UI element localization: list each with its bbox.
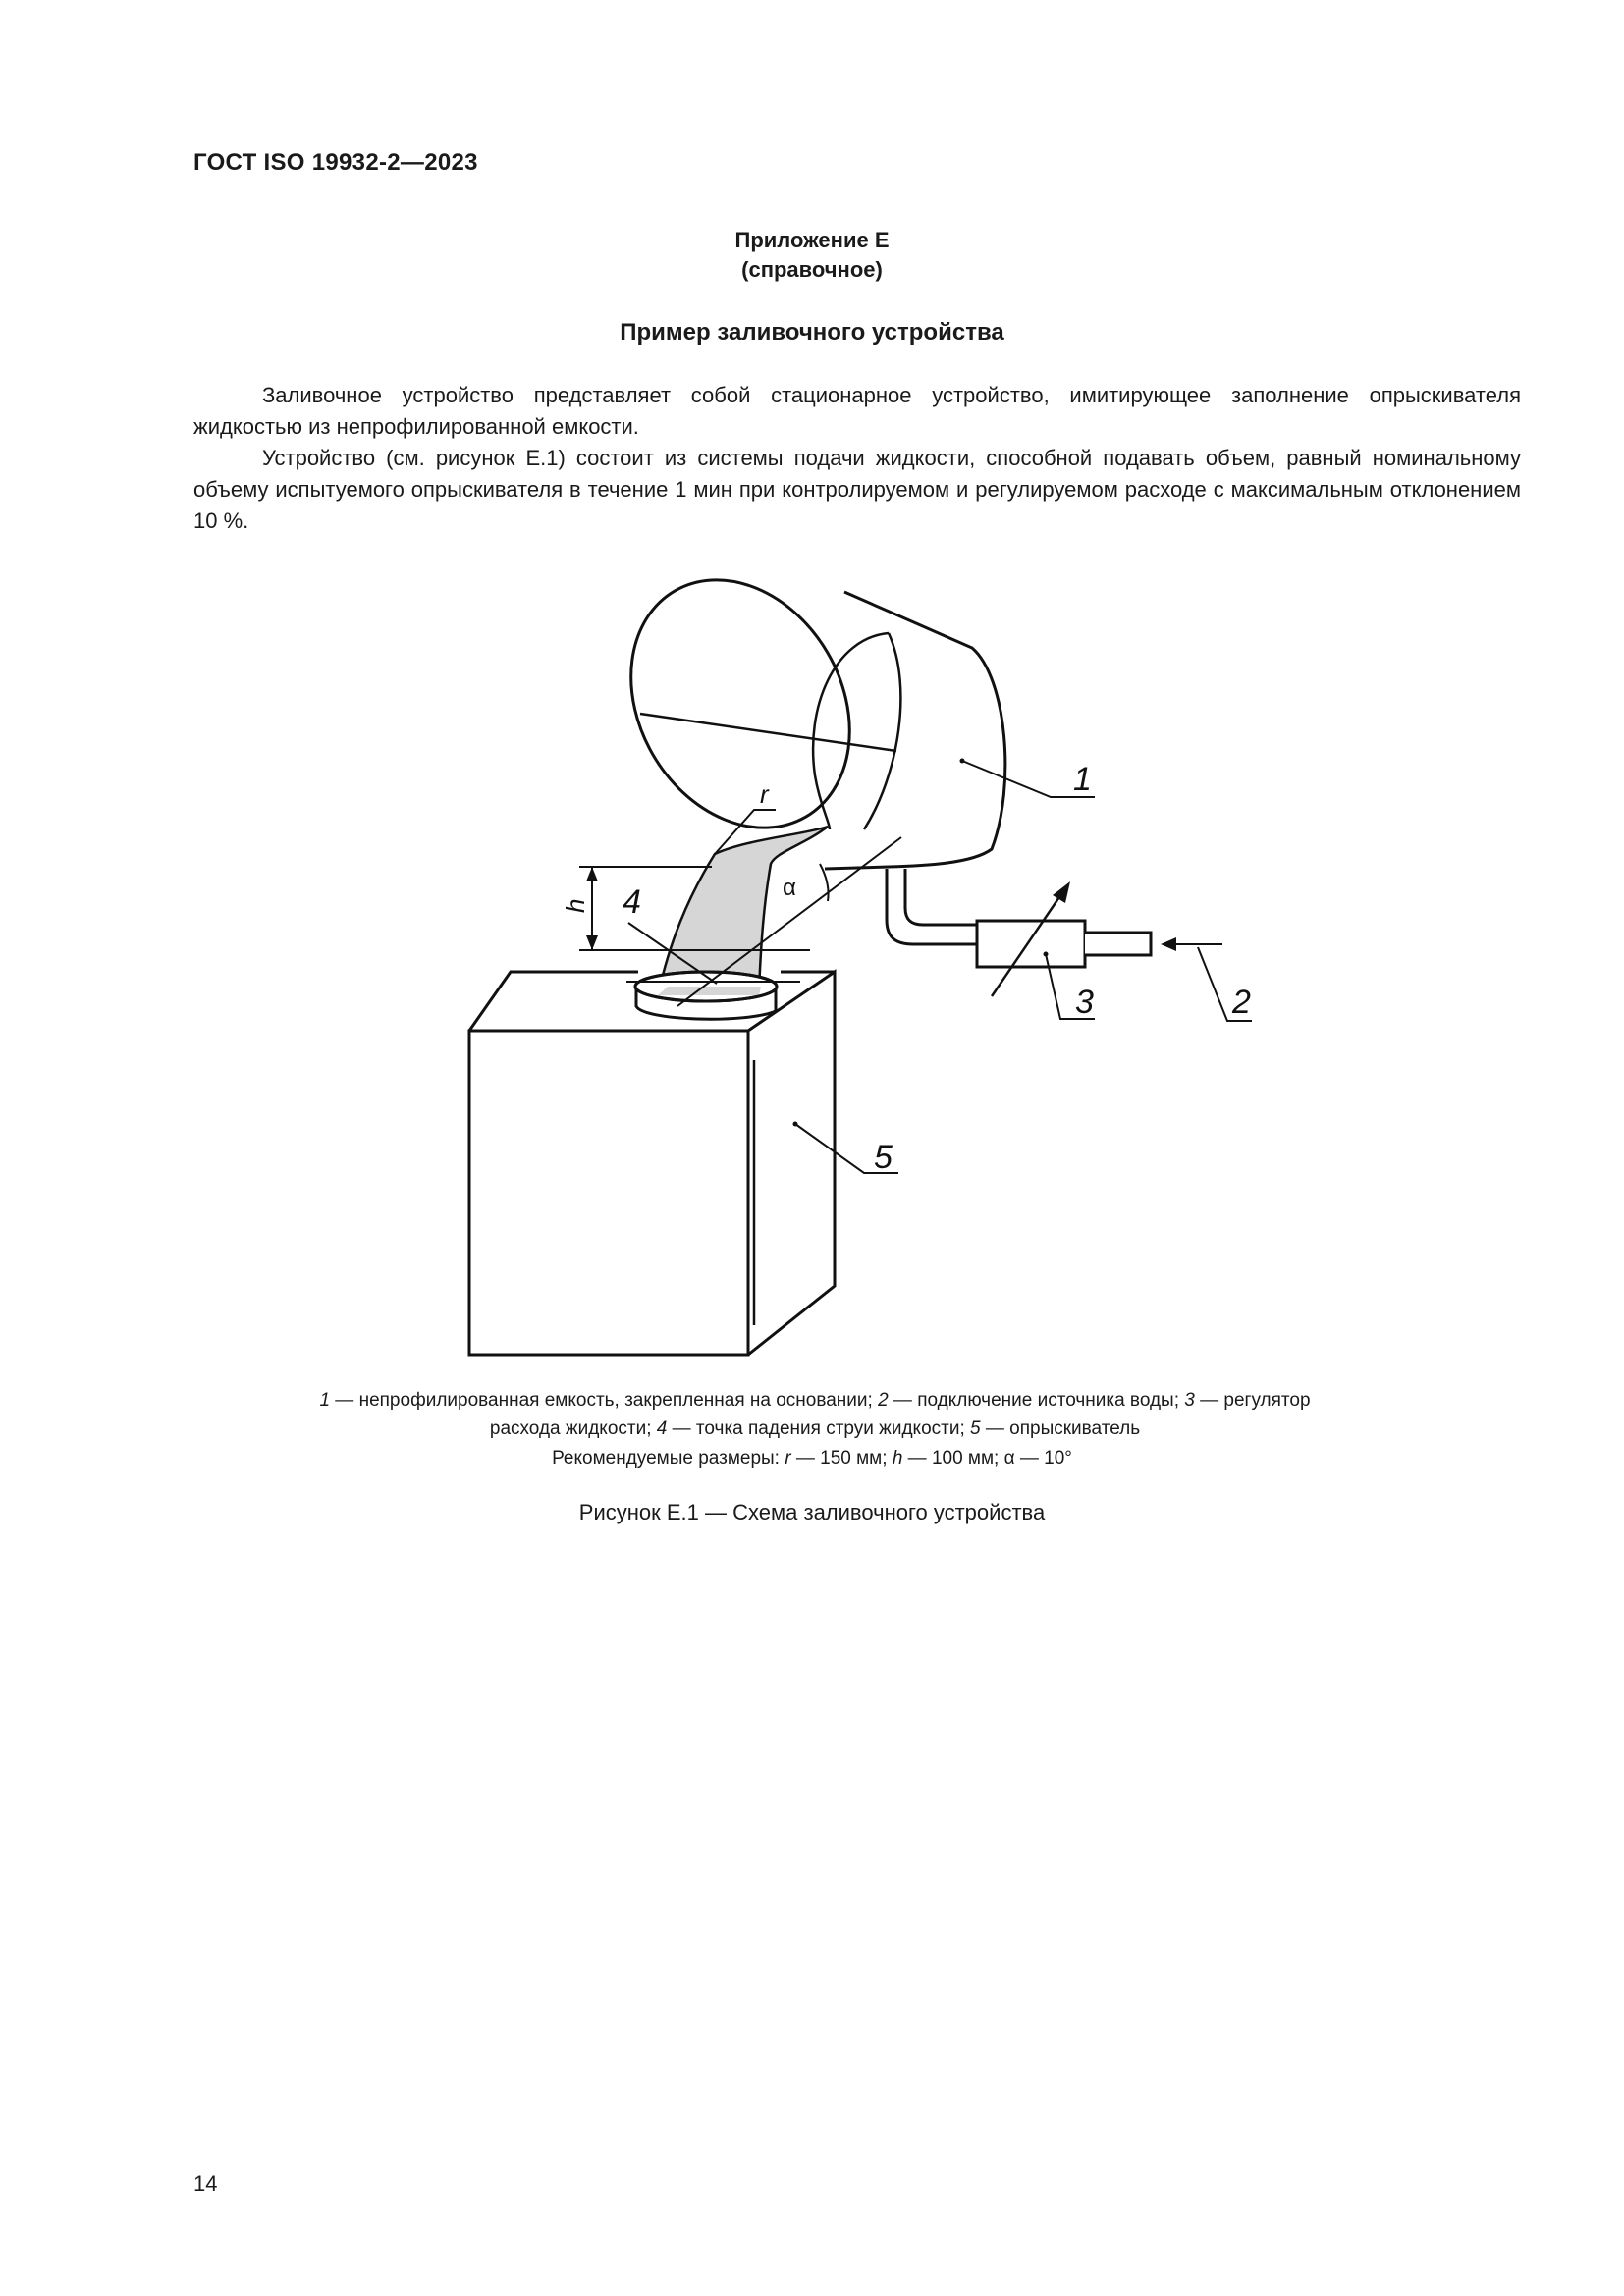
- water-source-arrowhead: [1161, 937, 1176, 951]
- page-number: 14: [193, 2171, 218, 2196]
- figure-legend: [236, 1386, 1394, 1443]
- h-arrow-top: [586, 867, 598, 881]
- container-rim: [587, 560, 893, 868]
- legend-num-5: 5: [970, 1418, 981, 1439]
- supply-pipe: [1085, 933, 1151, 955]
- legend-text-3b: расхода жидкости;: [489, 1418, 657, 1439]
- dims-prefix: Рекомендуемые размеры:: [552, 1448, 785, 1468]
- annex-label: Приложение Е: [734, 228, 890, 252]
- label-alpha: α: [783, 875, 796, 901]
- legend-num-4: 4: [656, 1418, 668, 1439]
- regulator-arrowhead: [1053, 881, 1070, 903]
- pouring-device-diagram: [432, 560, 1276, 1374]
- legend-num-2: 2: [878, 1390, 889, 1411]
- flow-regulator: [977, 921, 1085, 967]
- legend-text-2: — подключение источника воды;: [888, 1390, 1185, 1411]
- label-h: h: [561, 898, 590, 913]
- legend-text-4: — точка падения струи жидкости;: [667, 1418, 971, 1439]
- annex-title: [0, 226, 1624, 285]
- label-2: 2: [1232, 984, 1251, 1021]
- h-arrow-bottom: [586, 935, 598, 950]
- standard-code: ГОСТ ISO 19932-2—2023: [193, 149, 478, 176]
- label-r: r: [760, 779, 769, 809]
- container-inner: [864, 633, 900, 829]
- legend-text-3: — регулятор: [1194, 1390, 1311, 1411]
- label-4: 4: [623, 883, 641, 921]
- dims-alpha: α — 10°: [1003, 1448, 1072, 1468]
- outlet-pipe: [887, 869, 977, 944]
- label-3: 3: [1075, 984, 1094, 1021]
- annex-status: (справочное): [741, 257, 883, 282]
- sprayer-box: [469, 1031, 748, 1355]
- figure-caption: Рисунок Е.1 — Схема заливочного устройства: [578, 1500, 1046, 1524]
- label-1: 1: [1073, 761, 1092, 798]
- dims-h-value: — 100 мм;: [902, 1448, 1004, 1468]
- legend-text-5: — опрыскиватель: [980, 1418, 1141, 1439]
- paragraph-1: Заливочное устройство представляет собой стационарное устройство, имитирующее заполнение опрыскивателя жидкостью из непрофилированной емкости.: [193, 383, 1521, 439]
- stream-inside-neck: [658, 987, 761, 995]
- annex-heading: Пример заливочного устройства: [620, 319, 1004, 346]
- recommended-dimensions: [0, 1448, 1624, 1469]
- dims-r-symbol: r: [785, 1448, 791, 1468]
- container-body: [825, 592, 1005, 869]
- outlet-pipe-inner: [905, 869, 977, 925]
- legend-num-1: 1: [319, 1390, 331, 1411]
- legend-text-1: — непрофилированная емкость, закрепленная на основании;: [330, 1390, 879, 1411]
- label-5: 5: [874, 1139, 893, 1176]
- paragraph-2: Устройство (см. рисунок Е.1) состоит из системы подачи жидкости, способной подавать объем, равный номинальному объему испытуемого опрыскивателя в течение 1 мин при контролируемом и регулируемом расходе с максимальным отклонением 10 %.: [193, 446, 1521, 533]
- dims-h-symbol: h: [892, 1448, 903, 1468]
- legend-num-3: 3: [1184, 1390, 1195, 1411]
- dims-r-value: — 150 мм;: [790, 1448, 893, 1468]
- body-text: [193, 380, 1521, 537]
